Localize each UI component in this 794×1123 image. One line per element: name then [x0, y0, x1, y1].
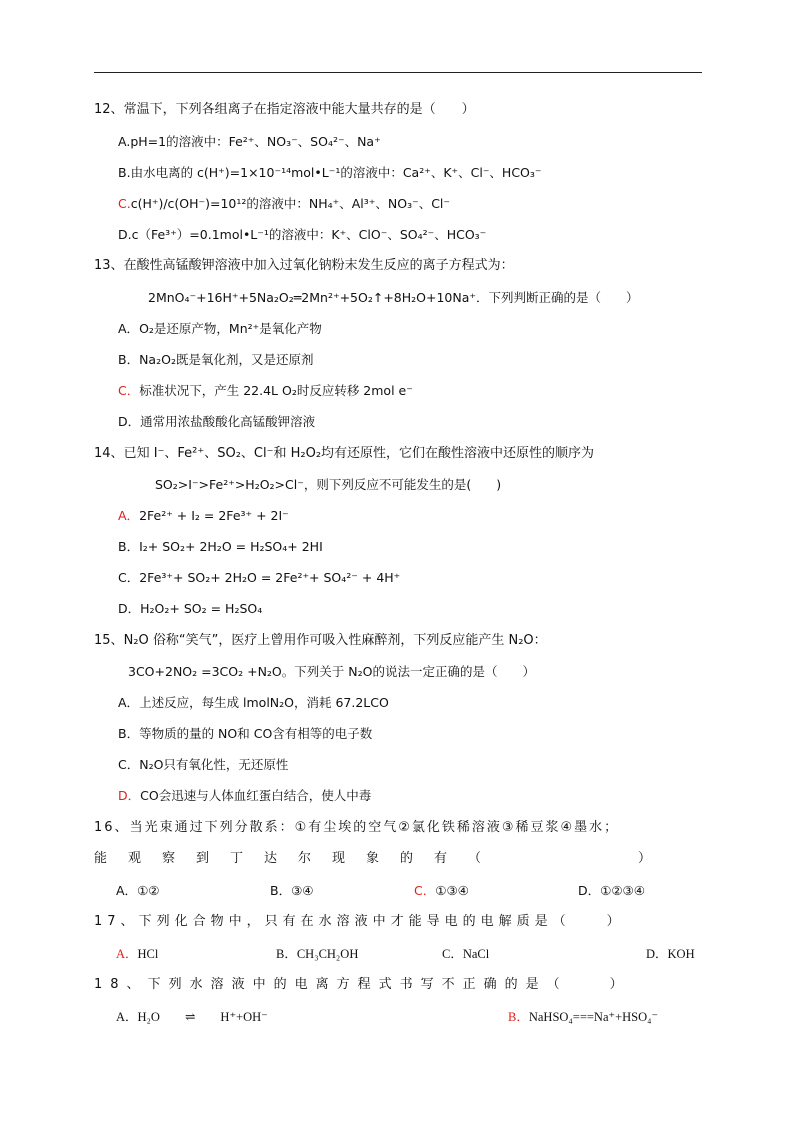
q12-option-d: D.c（Fe³⁺）=0.1mol•L⁻¹的溶液中：K⁺、ClO⁻、SO₄²⁻、HCO₃⁻: [118, 227, 487, 242]
q13-option-a: A．O₂是还原产物，Mn²⁺是氧化产物: [118, 321, 322, 336]
q15-equation: 3CO+2NO₂ =3CO₂ +N₂O。下列关于 N₂O的说法一定正确的是（ ）: [128, 664, 535, 679]
question-14-stem: 14、已知 I⁻、Fe²⁺、SO₂、Cl⁻和 H₂O₂均有还原性，它们在酸性溶液中还原性的顺序为: [94, 446, 595, 461]
q18-option-a: A．H₂O ⇌ H⁺+OH⁻: [116, 1010, 268, 1024]
q12-option-c: C.c(H⁺)/c(OH⁻)=10¹²的溶液中：NH₄⁺、Al³⁺、NO₃⁻、Cl⁻: [118, 196, 450, 211]
q13-option-b: B．Na₂O₂既是氧化剂，又是还原剂: [118, 352, 314, 367]
q17-option-d: D．KOH: [646, 947, 695, 961]
question-12-stem: 12、常温下，下列各组离子在指定溶液中能大量共存的是（ ）: [94, 102, 475, 117]
q17-option-c: C．NaCl: [442, 947, 490, 961]
q17-option-a: A．HCl: [116, 947, 159, 961]
q15-option-c: C．N₂O只有氧化性，无还原性: [118, 757, 289, 772]
q13-equation: 2MnO₄⁻+16H⁺+5Na₂O₂═2Mn²⁺+5O₂↑+8H₂O+10Na⁺．下列判断正确的是（ ）: [148, 290, 639, 305]
q16-option-b: B．③④: [270, 883, 314, 898]
q12-option-a: A.pH=1的溶液中：Fe²⁺、NO₃⁻、SO₄²⁻、Na⁺: [118, 134, 381, 149]
question-13-stem: 13、在酸性高锰酸钾溶液中加入过氧化钠粉末发生反应的离子方程式为：: [94, 258, 514, 273]
question-16-stem-cont: 能观察到丁达尔现象的有（ ）: [94, 851, 673, 866]
q16-option-a: A．①②: [116, 883, 160, 898]
q15-option-d: D．CO会迅速与人体血红蛋白结合，使人中毒: [118, 788, 372, 803]
q14-order: SO₂>I⁻>Fe²⁺>H₂O₂>Cl⁻，则下列反应不可能发生的是( ): [155, 477, 502, 492]
header-rule: [94, 72, 702, 73]
question-15-stem: 15、N₂O 俗称“笑气”，医疗上曾用作可吸入性麻醉剂，下列反应能产生 N₂O：: [94, 633, 547, 648]
q14-option-c: C．2Fe³⁺+ SO₂+ 2H₂O = 2Fe²⁺+ SO₄²⁻ + 4H⁺: [118, 570, 401, 585]
q13-option-c: C．标准状况下，产生 22.4L O₂时反应转移 2mol e⁻: [118, 383, 413, 398]
question-18-stem: 18、下列水溶液中的电离方程式书写不正确的是（ ）: [94, 977, 631, 992]
q16-option-d: D．①②③④: [578, 883, 645, 898]
q12-option-b: B.由水电离的 c(H⁺)=1×10⁻¹⁴mol•L⁻¹的溶液中：Ca²⁺、K⁺、Cl⁻、HCO₃⁻: [118, 165, 542, 180]
q14-option-d: D．H₂O₂+ SO₂ = H₂SO₄: [118, 601, 263, 616]
q14-option-b: B．I₂+ SO₂+ 2H₂O = H₂SO₄+ 2HI: [118, 539, 323, 554]
question-17-stem: 17、下列化合物中，只有在水溶液中才能导电的电解质是（ ）: [94, 914, 625, 929]
q17-option-b: B．CH₃CH₂OH: [276, 947, 359, 961]
q15-option-b: B．等物质的量的 NO和 CO含有相等的电子数: [118, 726, 373, 741]
q15-option-a: A．上述反应，每生成 lmolN₂O，消耗 67.2LCO: [118, 695, 389, 710]
q14-option-a: A．2Fe²⁺ + I₂ = 2Fe³⁺ + 2I⁻: [118, 508, 289, 523]
q16-option-c: C．①③④: [414, 883, 469, 898]
question-16-stem: 16、当光束通过下列分散系：①有尘埃的空气②氯化铁稀溶液③稀豆浆④墨水；: [94, 820, 620, 835]
q18-option-b: B．NaHSO₄===Na⁺+HSO₄⁻: [508, 1010, 659, 1024]
q13-option-d: D．通常用浓盐酸酸化高锰酸钾溶液: [118, 414, 316, 429]
